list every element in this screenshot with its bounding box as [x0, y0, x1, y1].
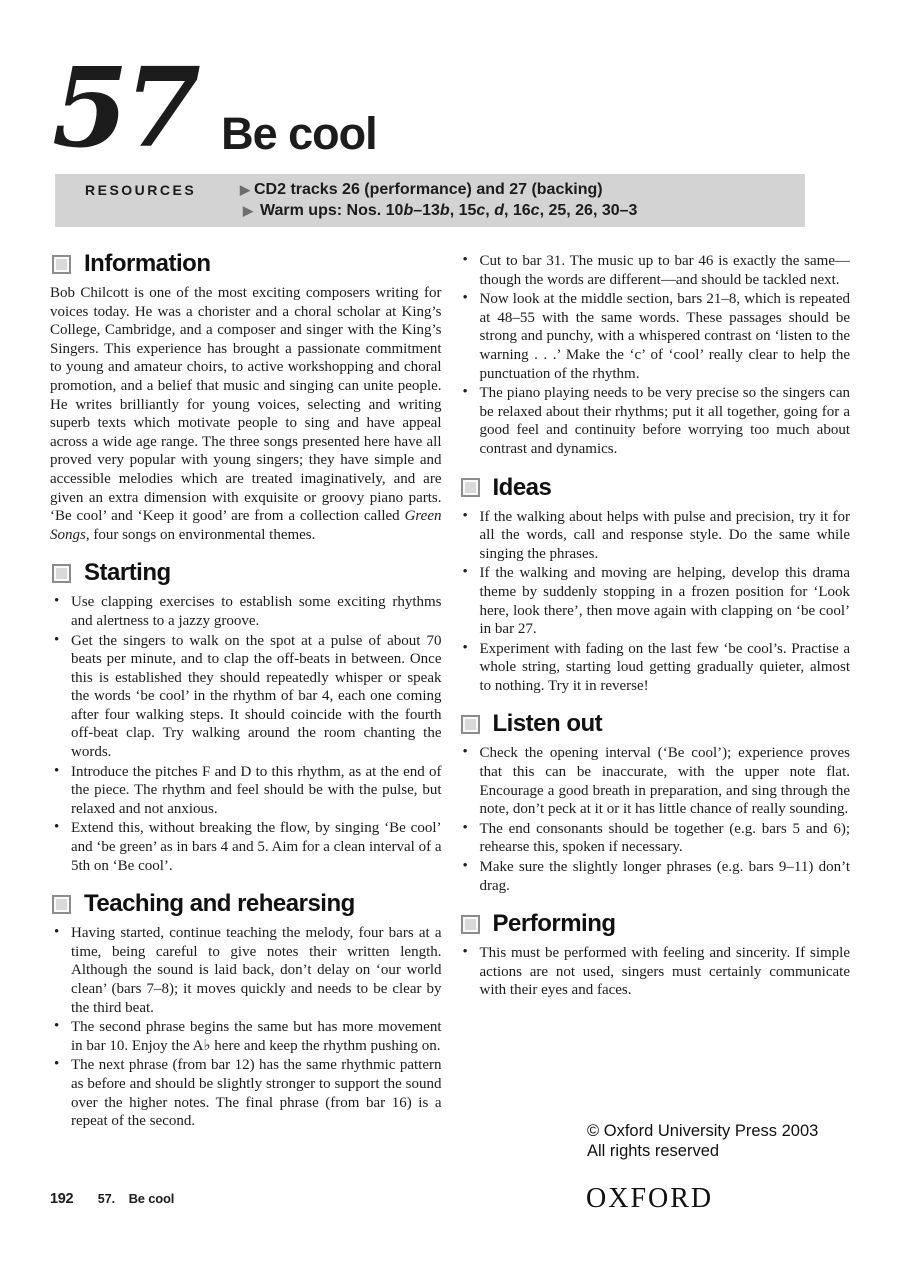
bullet-list	[50, 924, 442, 1131]
bullet-icon: •	[462, 744, 468, 761]
bullet-text	[71, 820, 442, 873]
bullet-icon: •	[54, 924, 60, 941]
content-columns	[50, 252, 850, 1132]
bullet-icon: •	[462, 858, 468, 875]
resource-item	[240, 200, 805, 221]
section-heading: Starting	[84, 559, 171, 587]
section-checkbox-icon	[52, 255, 71, 274]
bullet-icon: •	[462, 290, 468, 307]
text-segment: If the walking and moving are helping, develop this drama theme by suddenly stopping in a frozen position for ‘Look here, look there’, then move again with clapping on ‘be cool’ in bar 27.	[479, 565, 850, 638]
text-segment: , 15	[449, 202, 477, 219]
bullet-text	[480, 821, 851, 856]
bullet-icon: •	[54, 631, 60, 648]
bullet-item	[50, 763, 442, 819]
section-heading-row	[50, 561, 442, 585]
section-checkbox-icon	[52, 564, 71, 583]
paragraph	[50, 284, 442, 544]
bullet-text	[480, 641, 851, 694]
resources-label: RESOURCES	[85, 182, 197, 198]
rights-line: All rights reserved	[587, 1141, 720, 1160]
bullet-item	[459, 564, 851, 638]
section-heading: Listen out	[492, 710, 603, 738]
bullet-item	[459, 252, 851, 289]
section-checkbox-icon	[461, 478, 480, 497]
bullet-text	[480, 385, 851, 457]
resources-lines	[240, 179, 805, 221]
bullet-item	[50, 924, 442, 1017]
section-checkbox-icon	[461, 715, 480, 734]
bullet-icon: •	[54, 762, 60, 779]
section-heading-row	[459, 473, 851, 501]
text-segment: Warm ups: Nos. 10	[260, 202, 404, 219]
bullet-text	[71, 594, 442, 629]
bullet-icon: •	[54, 1056, 60, 1073]
text-segment: The second phrase begins the same but has more movement in bar 10. Enjoy the A♭ here and keep the rhythm pushing on.	[71, 1019, 442, 1054]
section-checkbox-icon	[52, 895, 71, 914]
section	[50, 561, 442, 875]
bullet-text	[71, 925, 442, 1015]
unit-number: 57	[52, 42, 198, 172]
text-segment: CD2 tracks 26 (performance) and 27 (backing)	[254, 181, 603, 198]
resource-text	[254, 179, 603, 200]
bullet-icon: •	[54, 593, 60, 610]
bullet-item	[50, 1018, 442, 1055]
chapter-title: Be cool	[128, 1191, 175, 1206]
bullet-text	[480, 745, 851, 817]
section-heading-row	[50, 892, 442, 916]
publisher-logo: OXFORD	[586, 1183, 714, 1214]
triangle-bullet-icon: ▶	[243, 203, 253, 218]
page-number: 192	[50, 1191, 74, 1207]
bullet-text	[480, 509, 851, 562]
text-segment: Green Songs	[50, 508, 442, 543]
text-segment: Now look at the middle section, bars 21–8, which is repeated at 48–55 with the same words. These passages should be strong and punchy, with a whispered contrast on ‘listen to the warning . . .’ Make the ‘c’ of ‘cool’ really clear to help the punctuation of the rhythm.	[479, 291, 850, 382]
right-column	[459, 252, 851, 1132]
section-heading: Information	[84, 250, 211, 277]
bullet-text	[480, 291, 851, 381]
text-segment: If the walking about helps with pulse and precision, try it for all the words, call and response style. Do the same while singing the phrases.	[479, 508, 850, 562]
section	[459, 712, 851, 895]
section	[50, 892, 442, 1131]
text-segment: Bob Chilcott is one of the most exciting composers writing for voices today. He was a chorister and a choral scholar at King’s College, Cambridge, and a composer and singer with the King’s Singers. This experience has brought a passionate commitment to young and amateur choirs, to active workshopping and choral promotion, and a belief that music and singing can unite people. He writes brilliantly for young voices, selecting and writing superb texts which motivate people to sing and have appeal across a wide age range. The three songs presented here have all proved very popular with young singers; they have simple and accessible melodies which are treated imaginatively, and are given an extra dimension with exquisite or groovy piano parts. ‘Be cool’ and ‘Keep it good’ are from a collection called	[50, 285, 442, 525]
bullet-icon: •	[462, 944, 468, 961]
bullet-text	[71, 764, 442, 817]
page-title: Be cool	[221, 108, 377, 159]
text-segment: Cut to bar 31. The music up to bar 46 is exactly the same—though the words are different—and should be tackled next.	[479, 253, 850, 288]
section	[459, 473, 851, 696]
bullet-icon: •	[54, 819, 60, 836]
text-segment: Introduce the pitches F and D to this rhythm, as at the end of the piece. The rhythm and feel should be with the pulse, but relaxed and not anxious.	[71, 763, 442, 817]
resource-item	[240, 179, 805, 200]
bullet-icon: •	[462, 384, 468, 401]
text-segment: This must be performed with feeling and sincerity. If simple actions are not used, singers must certainly communicate with their eyes and faces.	[479, 945, 850, 999]
left-column	[50, 252, 442, 1132]
bullet-text	[71, 1019, 442, 1054]
bullet-icon: •	[462, 564, 468, 581]
copyright-notice	[587, 1122, 818, 1161]
bullet-item	[50, 593, 442, 630]
bullet-text	[480, 253, 851, 288]
bullet-text	[480, 859, 851, 894]
bullet-list	[50, 593, 442, 875]
section-heading-row	[459, 712, 851, 736]
bullet-item	[50, 632, 442, 762]
bullet-icon: •	[462, 819, 468, 836]
chapter-number: 57.	[97, 1192, 116, 1206]
bullet-item	[459, 858, 851, 895]
section	[459, 912, 851, 1000]
bullet-item	[459, 640, 851, 696]
section	[459, 252, 851, 459]
text-segment: d	[494, 202, 504, 219]
text-segment: ,	[485, 202, 495, 219]
bullet-text	[480, 945, 851, 998]
text-segment: , 16	[503, 202, 531, 219]
text-segment: b	[439, 202, 450, 219]
text-segment: Use clapping exercises to establish some exciting rhythms and alertness to a jazzy groove.	[71, 594, 442, 629]
bullet-icon: •	[462, 639, 468, 656]
bullet-text	[480, 565, 851, 637]
text-segment: c	[476, 202, 486, 219]
bullet-item	[50, 1056, 442, 1130]
text-segment: , 25, 26, 30–3	[539, 202, 638, 219]
section-heading: Teaching and rehearsing	[84, 890, 355, 918]
section-checkbox-icon	[461, 915, 480, 934]
text-segment: Extend this, without breaking the flow, by singing ‘Be cool’ and ‘be green’ as in bars 4 and 5. Aim for a clean interval of a 5th on ‘Be cool’.	[71, 820, 442, 874]
bullet-item	[459, 820, 851, 857]
bullet-item	[459, 744, 851, 818]
text-segment: b	[403, 202, 414, 219]
bullet-item	[459, 290, 851, 383]
text-segment: c	[530, 202, 540, 219]
page-header	[52, 36, 850, 172]
text-segment: , four songs on environmental themes.	[85, 526, 316, 543]
bullet-icon: •	[54, 1018, 60, 1035]
bullet-text	[71, 1057, 442, 1129]
bullet-icon: •	[462, 507, 468, 524]
triangle-bullet-icon: ▶	[240, 182, 250, 197]
resources-bar	[55, 174, 805, 227]
section-heading-row	[50, 252, 442, 276]
bullet-item	[459, 508, 851, 564]
resource-text	[260, 200, 637, 221]
bullet-icon: •	[462, 252, 468, 268]
footer-page-reference	[50, 1190, 174, 1208]
text-segment: Having started, continue teaching the melody, four bars at a time, being careful to give notes their written length. Although the sound is laid back, don’t delay on ‘our world clean’ (bars 7–8); it moves quickly and needs to be clear by the third beat.	[71, 925, 442, 1016]
text-segment: Check the opening interval (‘Be cool’); experience proves that this can be inaccurate, with the upper note flat. Encourage a good breath in preparation, and sing through the note, don’t peck at it or it has little chance of really sounding.	[479, 745, 850, 818]
text-segment: The next phrase (from bar 12) has the same rhythmic pattern as before and should be slightly stronger to support the sound over the higher notes. The final phrase (from bar 16) is a repeat of the second.	[71, 1057, 442, 1130]
bullet-text	[71, 633, 442, 761]
bullet-list	[459, 744, 851, 895]
section-heading: Ideas	[492, 473, 552, 501]
text-segment: Make sure the slightly longer phrases (e.g. bars 9–11) don’t drag.	[479, 859, 850, 894]
section-heading-row	[459, 912, 851, 936]
copyright-line: © Oxford University Press 2003	[587, 1122, 819, 1140]
text-segment: The end consonants should be together (e.g. bars 5 and 6); rehearse this, spoken if necessary.	[479, 820, 850, 856]
text-segment: –13	[413, 202, 440, 219]
bullet-item	[50, 819, 442, 875]
section	[50, 252, 442, 544]
bullet-item	[459, 384, 851, 458]
bullet-list	[459, 944, 851, 1000]
text-segment: The piano playing needs to be very precise so the singers can be relaxed about their rhythms; put it all together, going for a good feel and continuity before worrying too much about contrast and dynamics.	[479, 385, 850, 457]
text-segment: Experiment with fading on the last few ‘be cool’s. Practise a whole string, starting loud getting gradually quieter, almost to nothing. Try it in reverse!	[479, 640, 850, 694]
text-segment: Get the singers to walk on the spot at a pulse of about 70 beats per minute, and to clap the off-beats in between. Once this is established they should repeatedly whisper or speak the words ‘be cool’ in the rhythm of bar 4, each one coming after four walking steps. It should coincide with the fourth off-beat clap. Try walking around the room chanting the words.	[71, 632, 442, 761]
bullet-list	[459, 252, 851, 459]
bullet-list	[459, 508, 851, 696]
section-heading: Performing	[492, 910, 616, 938]
bullet-item	[459, 944, 851, 1000]
